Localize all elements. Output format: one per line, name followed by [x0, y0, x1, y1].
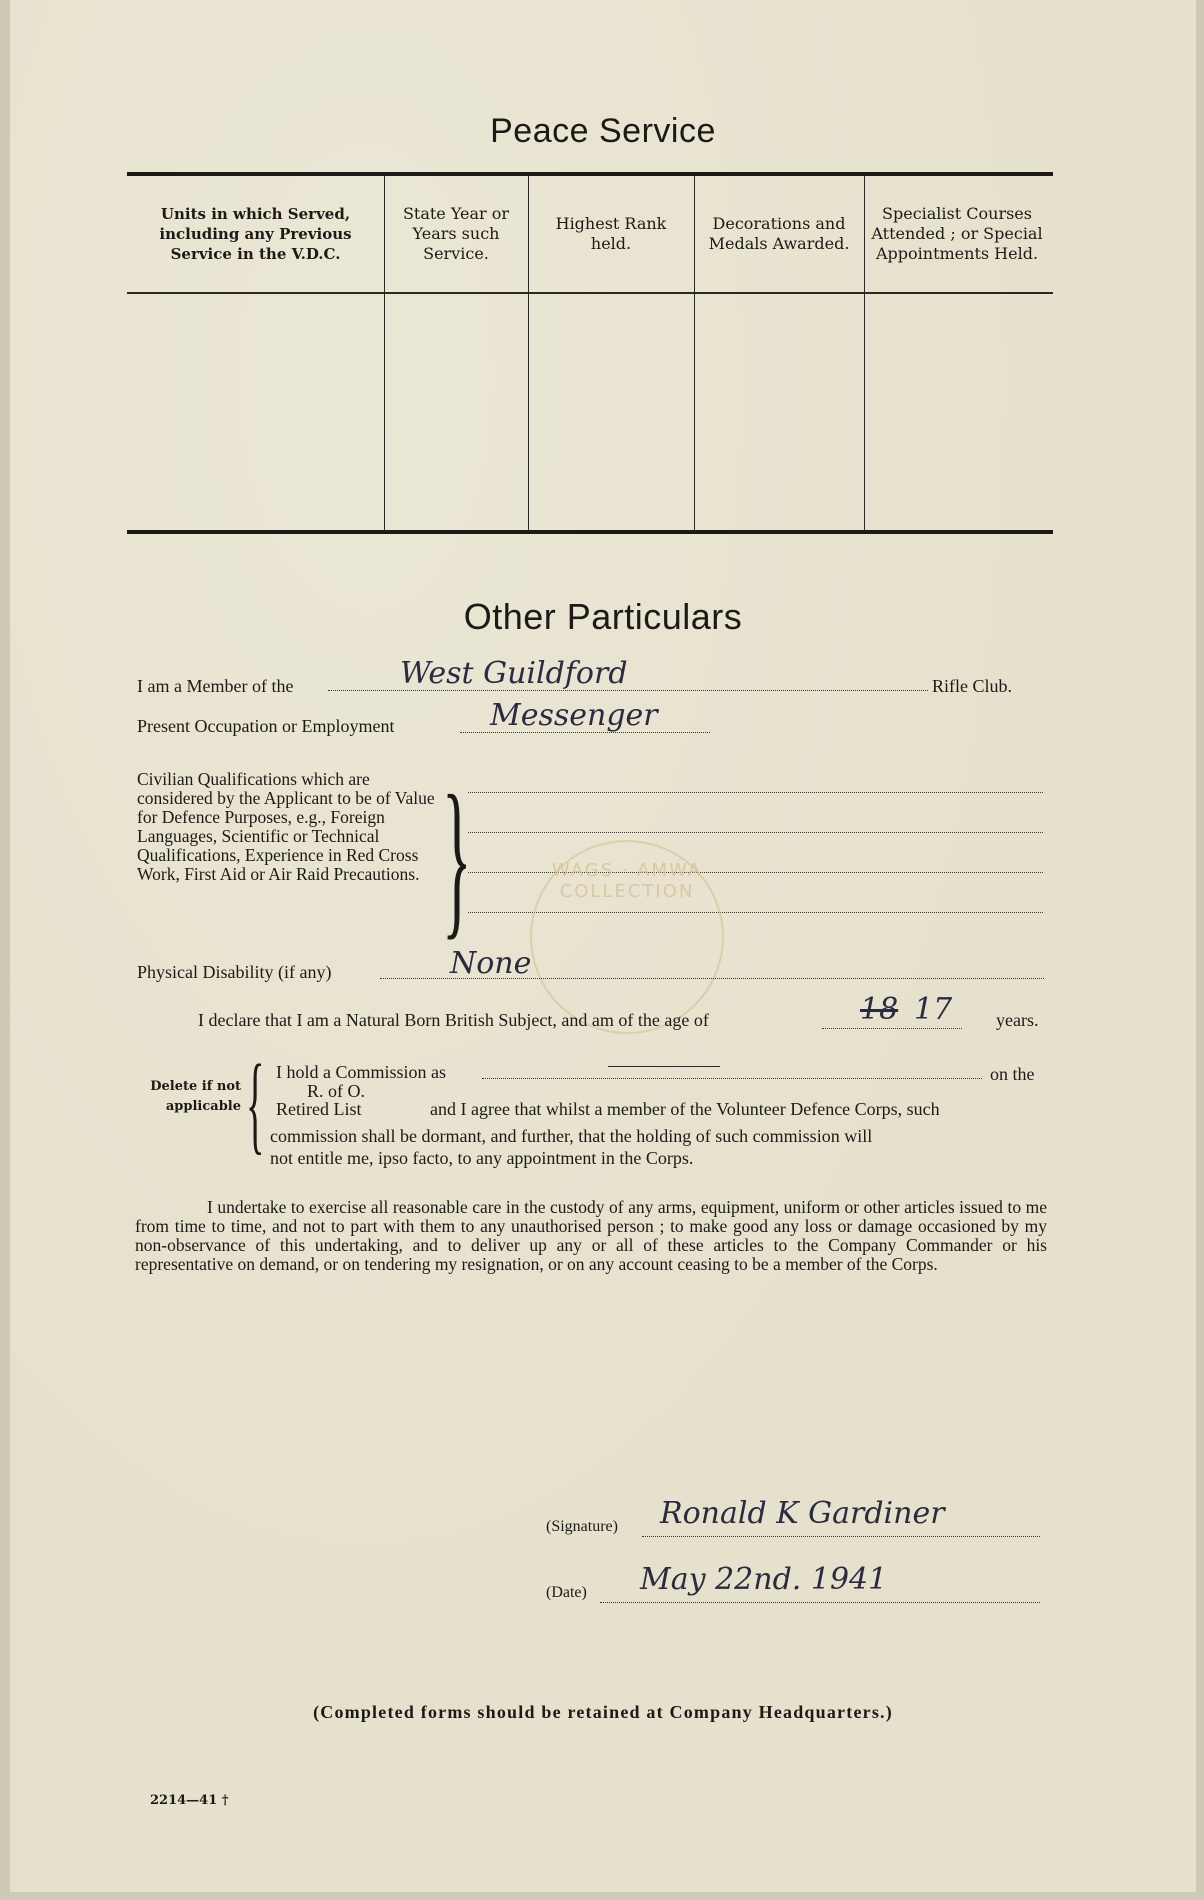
- rifle-club-label: Rifle Club.: [932, 676, 1012, 696]
- commission-rank-line: [482, 1078, 982, 1079]
- civilian-line-2: [468, 832, 1043, 833]
- member-value: West Guildford: [400, 656, 628, 691]
- disability-value: None: [450, 946, 532, 981]
- delete-note: Delete if not applicable: [150, 1079, 241, 1114]
- commission-line-3-rest: and I agree that whilst a member of the Volunteer Defence Corps, such: [430, 1099, 940, 1119]
- civilian-brace: }: [442, 760, 472, 955]
- header-rank: Highest Rank held.: [555, 214, 667, 253]
- date-line: [600, 1602, 1040, 1603]
- peace-service-table: [127, 172, 1053, 534]
- commission-line-3: Retired List: [276, 1099, 362, 1119]
- years-label: years.: [996, 1010, 1039, 1030]
- header-specialist: Specialist Courses Attended ; or Special Appointments Held.: [871, 204, 1043, 263]
- civilian-qualifications-label: Civilian Qualifications which are considered by the Applicant to be of Value for Defence Purposes, e.g., Foreign Languages, Scientific or Technical Qualifications, Experience in Red Cross Work, First Aid or Air Raid Precautions.: [137, 769, 435, 884]
- occupation-label: Present Occupation or Employment: [137, 716, 395, 736]
- commission-dash: [608, 1066, 720, 1067]
- declaration-label: I declare that I am a Natural Born British Subject, and am of the age of: [198, 1010, 709, 1030]
- form-page: [10, 0, 1196, 1892]
- undertaking-paragraph: I undertake to exercise all reasonable care in the custody of any arms, equipment, uniform or other articles issued to me from time to time, and not to part with them to any unauthorised person ; to make good any loss or damage occasioned by my non-observance of this undertaking, and to deliver up any or all of these articles to the Company Commander or his representative on demand, or on tendering my resignation, or on any account ceasing to be a member of the Corps.: [135, 1197, 1047, 1274]
- age-value: 17: [914, 992, 953, 1027]
- form-code: 2214—41 †: [150, 1793, 229, 1808]
- peace-service-title: Peace Service: [490, 112, 716, 150]
- commission-line-5: not entitle me, ipso facto, to any appointment in the Corps.: [270, 1148, 694, 1168]
- other-particulars-title: Other Particulars: [463, 596, 743, 637]
- occupation-value: Messenger: [490, 698, 658, 733]
- header-units: Units in which Served, including any Previous Service in the V.D.C.: [159, 205, 352, 263]
- date-value: May 22nd. 1941: [640, 1562, 888, 1597]
- age-struck-value: 18: [860, 992, 899, 1027]
- commission-line-2: R. of O.: [307, 1081, 365, 1101]
- disability-label: Physical Disability (if any): [137, 962, 332, 982]
- signature-line: [642, 1536, 1040, 1537]
- commission-line-4: commission shall be dormant, and further, that the holding of such commission will: [270, 1126, 873, 1146]
- member-label: I am a Member of the: [137, 676, 294, 696]
- commission-brace: {: [246, 1042, 265, 1164]
- header-years: State Year or Years such Service.: [402, 204, 510, 263]
- collection-watermark: WAGS · AMWA COLLECTION: [530, 840, 724, 1034]
- signature-label: (Signature): [546, 1518, 618, 1535]
- footer-note: (Completed forms should be retained at Company Headquarters.): [313, 1702, 893, 1722]
- header-decorations: Decorations and Medals Awarded.: [708, 214, 850, 253]
- on-the-label: on the: [990, 1064, 1035, 1084]
- signature-value: Ronald K Gardiner: [660, 1496, 945, 1531]
- commission-line-1: I hold a Commission as: [276, 1062, 446, 1082]
- civilian-line-1: [468, 792, 1043, 793]
- age-line: [822, 1028, 962, 1029]
- date-label: (Date): [546, 1584, 587, 1601]
